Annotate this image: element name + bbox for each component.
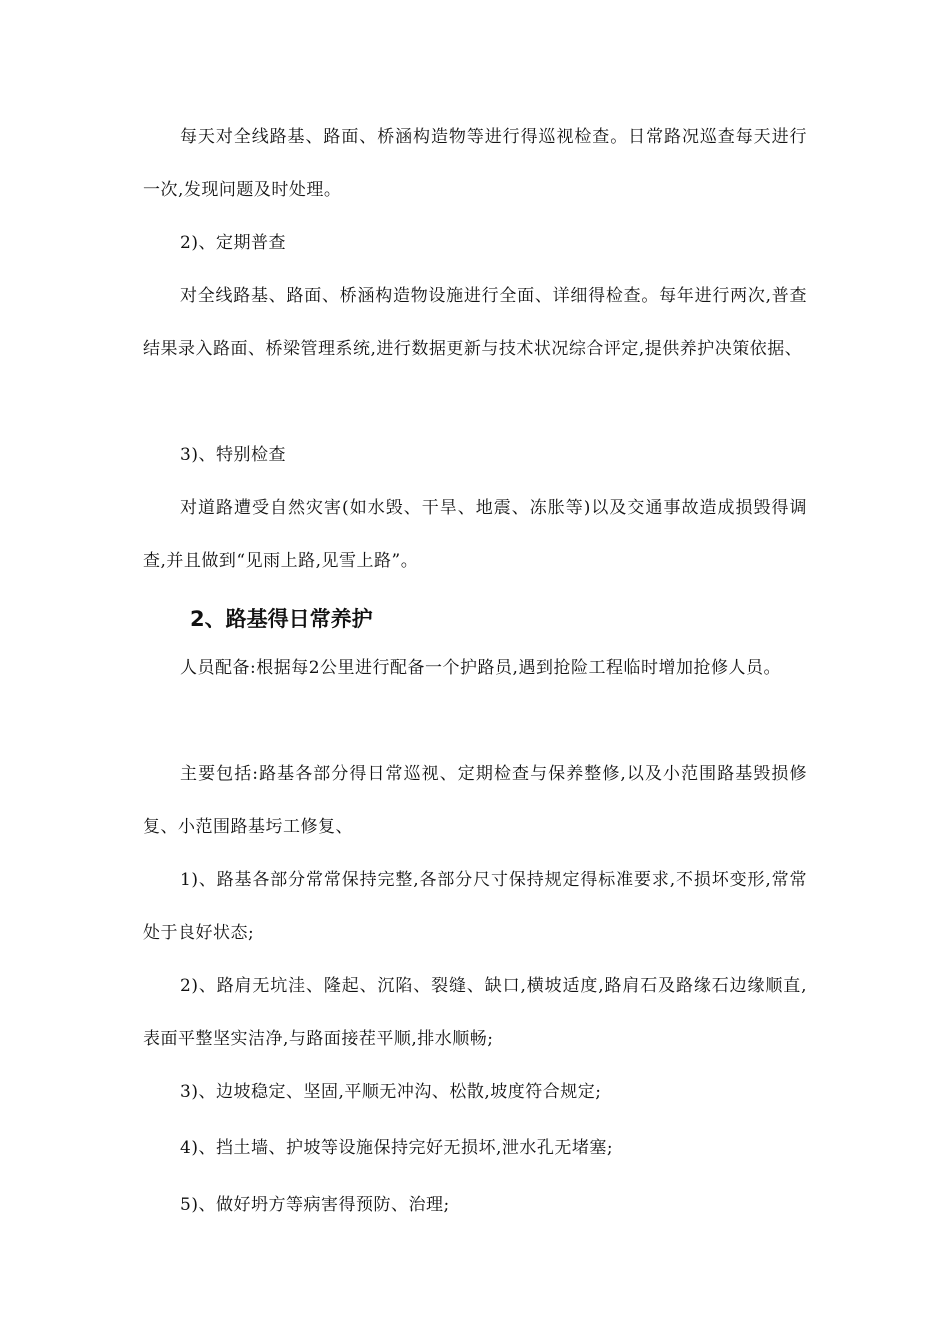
list-item-2: 2)、路肩无坑洼、隆起、沉陷、裂缝、缺口,横坡适度,路肩石及路缘石边缘顺直,表面平整坚实洁净,与路面接茬平顺,排水顺畅; [143, 976, 807, 1049]
paragraph-special-inspection: 对道路遭受自然灾害(如水毁、干旱、地震、冻胀等)以及交通事故造成损毁得调查,并且做到“见雨上路,见雪上路”。 [143, 498, 807, 571]
paragraph-daily-inspection: 每天对全线路基、路面、桥涵构造物等进行得巡视检查。日常路况巡查每天进行一次,发现问题及时处理。 [143, 127, 807, 200]
paragraph-main-content: 主要包括:路基各部分得日常巡视、定期检查与保养整修,以及小范围路基毁损修复、小范围路基圬工修复、 [143, 764, 807, 837]
list-item-4: 4)、挡土墙、护坡等设施保持完好无损坏,泄水孔无堵塞; [180, 1138, 614, 1158]
paragraph-periodic-survey: 对全线路基、路面、桥涵构造物设施进行全面、详细得检查。每年进行两次,普查结果录入路面、桥梁管理系统,进行数据更新与技术状况综合评定,提供养护决策依据、 [143, 286, 807, 359]
section-heading: 2、路基得日常养护 [190, 607, 373, 631]
paragraph-staffing: 人员配备:根据每2公里进行配备一个护路员,遇到抢险工程临时增加抢修人员。 [180, 658, 781, 678]
list-item-3: 3)、边坡稳定、坚固,平顺无冲沟、松散,坡度符合规定; [180, 1082, 602, 1102]
subheading-special-inspection: 3)、特别检查 [180, 445, 286, 465]
subheading-periodic-survey: 2)、定期普查 [180, 233, 286, 253]
list-item-5: 5)、做好坍方等病害得预防、治理; [180, 1195, 450, 1215]
list-item-1: 1)、路基各部分常常保持完整,各部分尺寸保持规定得标准要求,不损坏变形,常常处于良好状态; [143, 870, 807, 943]
